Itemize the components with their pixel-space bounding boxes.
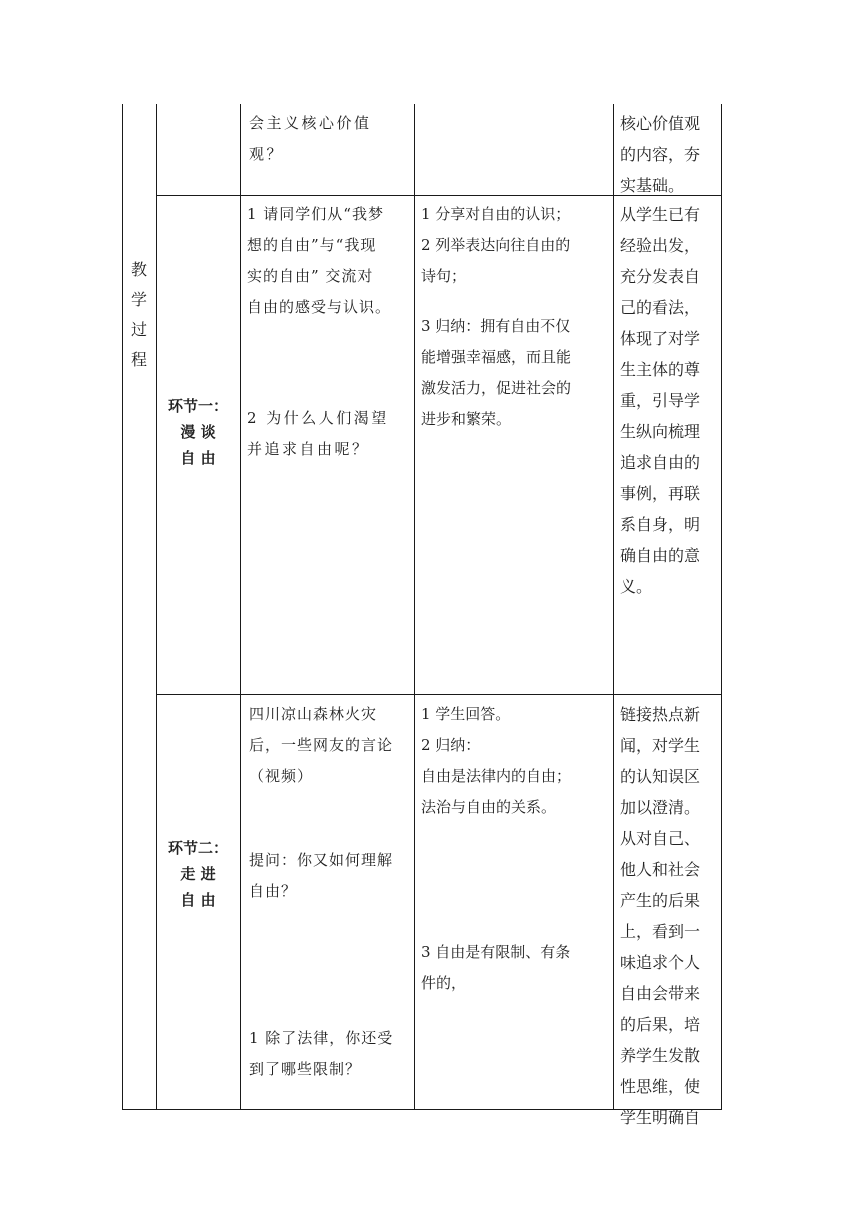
row0-intent-cell	[620, 108, 700, 201]
text-line: 从学生已有	[620, 205, 701, 224]
text-line: 确自由的意	[620, 546, 701, 565]
text-line: 事例，再联	[620, 484, 701, 503]
text-line: 2 归纳：	[421, 736, 481, 754]
text-line: 学生明确自	[620, 1108, 701, 1127]
row1-student-summary	[421, 311, 571, 435]
text-line: 实的自由” 交流对	[247, 267, 374, 285]
table-col-divider-3	[414, 104, 415, 1110]
text-line: 生纵向梳理	[620, 422, 701, 441]
text-line: 系自身，明	[620, 515, 701, 534]
text-line: 想的自由”与“我现	[247, 236, 377, 254]
text-line: 1 请同学们从“我梦	[247, 205, 384, 223]
text-line: 体现了对学	[620, 329, 701, 348]
row1-intent-cell	[620, 199, 700, 602]
text-line: 3 归纳：拥有自由不仅	[421, 317, 571, 335]
row2-stage-label	[157, 835, 239, 913]
text-line: 性思维，使	[620, 1077, 701, 1096]
text-line: 能增强幸福感，而且能	[421, 348, 572, 366]
table-col-divider-2	[240, 104, 241, 1110]
text-line: 后，一些网友的言论	[249, 736, 394, 754]
text-line: 法治与自由的关系。	[421, 798, 557, 816]
text-line: 充分发表自	[620, 267, 701, 286]
table-border-right	[721, 104, 722, 1110]
text-line: 追求自由的	[620, 453, 701, 472]
text-line: 的内容，夯	[620, 145, 701, 164]
text-line: 实基础。	[620, 176, 685, 195]
text-line: 己的看法，	[620, 298, 701, 317]
row1-stage-label	[157, 393, 239, 471]
table-row-divider-2	[156, 694, 722, 695]
row1-activity-cell	[247, 199, 391, 323]
table-border-left	[122, 104, 123, 1110]
text-line: 的后果，培	[620, 1015, 701, 1034]
text-line: 自由？	[249, 882, 298, 900]
text-line: 会主义核心价值	[249, 114, 372, 132]
row1-activity-question	[247, 403, 389, 465]
text-line: 产生的后果	[620, 891, 701, 910]
text-line: 四川凉山森林火灾	[249, 705, 378, 723]
stage-label-line: 环节二：	[167, 839, 228, 857]
text-line: 到了哪些限制？	[249, 1060, 362, 1078]
row2-intent-cell	[620, 699, 700, 1133]
stage-label-line: 自 由	[180, 449, 216, 467]
text-line: 重，引导学	[620, 391, 701, 410]
text-line: 闻，对学生	[620, 736, 701, 755]
text-line: 自由会带来	[620, 984, 701, 1003]
text-line: 激发活力，促进社会的	[421, 379, 572, 397]
text-line: 生主体的尊	[620, 360, 701, 379]
text-line: 进步和繁荣。	[421, 410, 512, 428]
text-line: 2 为什么人们渴望	[247, 409, 389, 427]
row2-activity-cell	[249, 699, 393, 792]
row2-activity-question	[249, 845, 393, 907]
text-line: 观？	[249, 145, 285, 163]
text-line: 的认知误区	[620, 767, 701, 786]
text-line: 核心价值观	[620, 114, 701, 133]
text-line: 链接热点新	[620, 705, 701, 724]
text-line: 从对自己、	[620, 829, 701, 848]
section-label-char: 学	[130, 290, 147, 309]
section-label-char: 教	[130, 260, 147, 279]
row2-student-cell	[421, 699, 571, 823]
table-col-divider-4	[613, 104, 614, 1110]
row0-activity-cell	[249, 108, 372, 170]
text-line: 1 分享对自由的认识；	[421, 205, 571, 223]
text-line: 3 自由是有限制、有条	[421, 943, 571, 961]
text-line: 自由是法律内的自由；	[421, 767, 572, 785]
text-line: 并追求自由呢？	[247, 440, 370, 458]
section-label-char: 过	[130, 320, 147, 339]
text-line: 1 学生回答。	[421, 705, 511, 723]
text-line: 经验出发，	[620, 236, 701, 255]
stage-label-line: 自 由	[180, 891, 216, 909]
section-label-vertical	[124, 255, 154, 375]
text-line: 上，看到一	[620, 922, 701, 941]
row2-student-limit	[421, 937, 570, 999]
stage-label-line: 走 进	[180, 865, 216, 883]
text-line: （视频）	[249, 767, 314, 785]
row1-student-cell	[421, 199, 570, 292]
row2-activity-question-2	[249, 1023, 393, 1085]
text-line: 他人和社会	[620, 860, 701, 879]
section-label-char: 程	[130, 350, 147, 369]
table-col-divider-1	[156, 104, 157, 1110]
text-line: 1 除了法律，你还受	[249, 1029, 394, 1047]
text-line: 味追求个人	[620, 953, 701, 972]
text-line: 养学生发散	[620, 1046, 701, 1065]
stage-label-line: 环节一：	[167, 397, 228, 415]
text-line: 义。	[620, 577, 653, 596]
text-line: 自由的感受与认识。	[247, 298, 392, 316]
stage-label-line: 漫 谈	[180, 423, 216, 441]
text-line: 加以澄清。	[620, 798, 701, 817]
text-line: 诗句；	[421, 267, 467, 285]
text-line: 2 列举表达向往自由的	[421, 236, 571, 254]
text-line: 件的，	[421, 974, 467, 992]
text-line: 提问：你又如何理解	[249, 851, 394, 869]
